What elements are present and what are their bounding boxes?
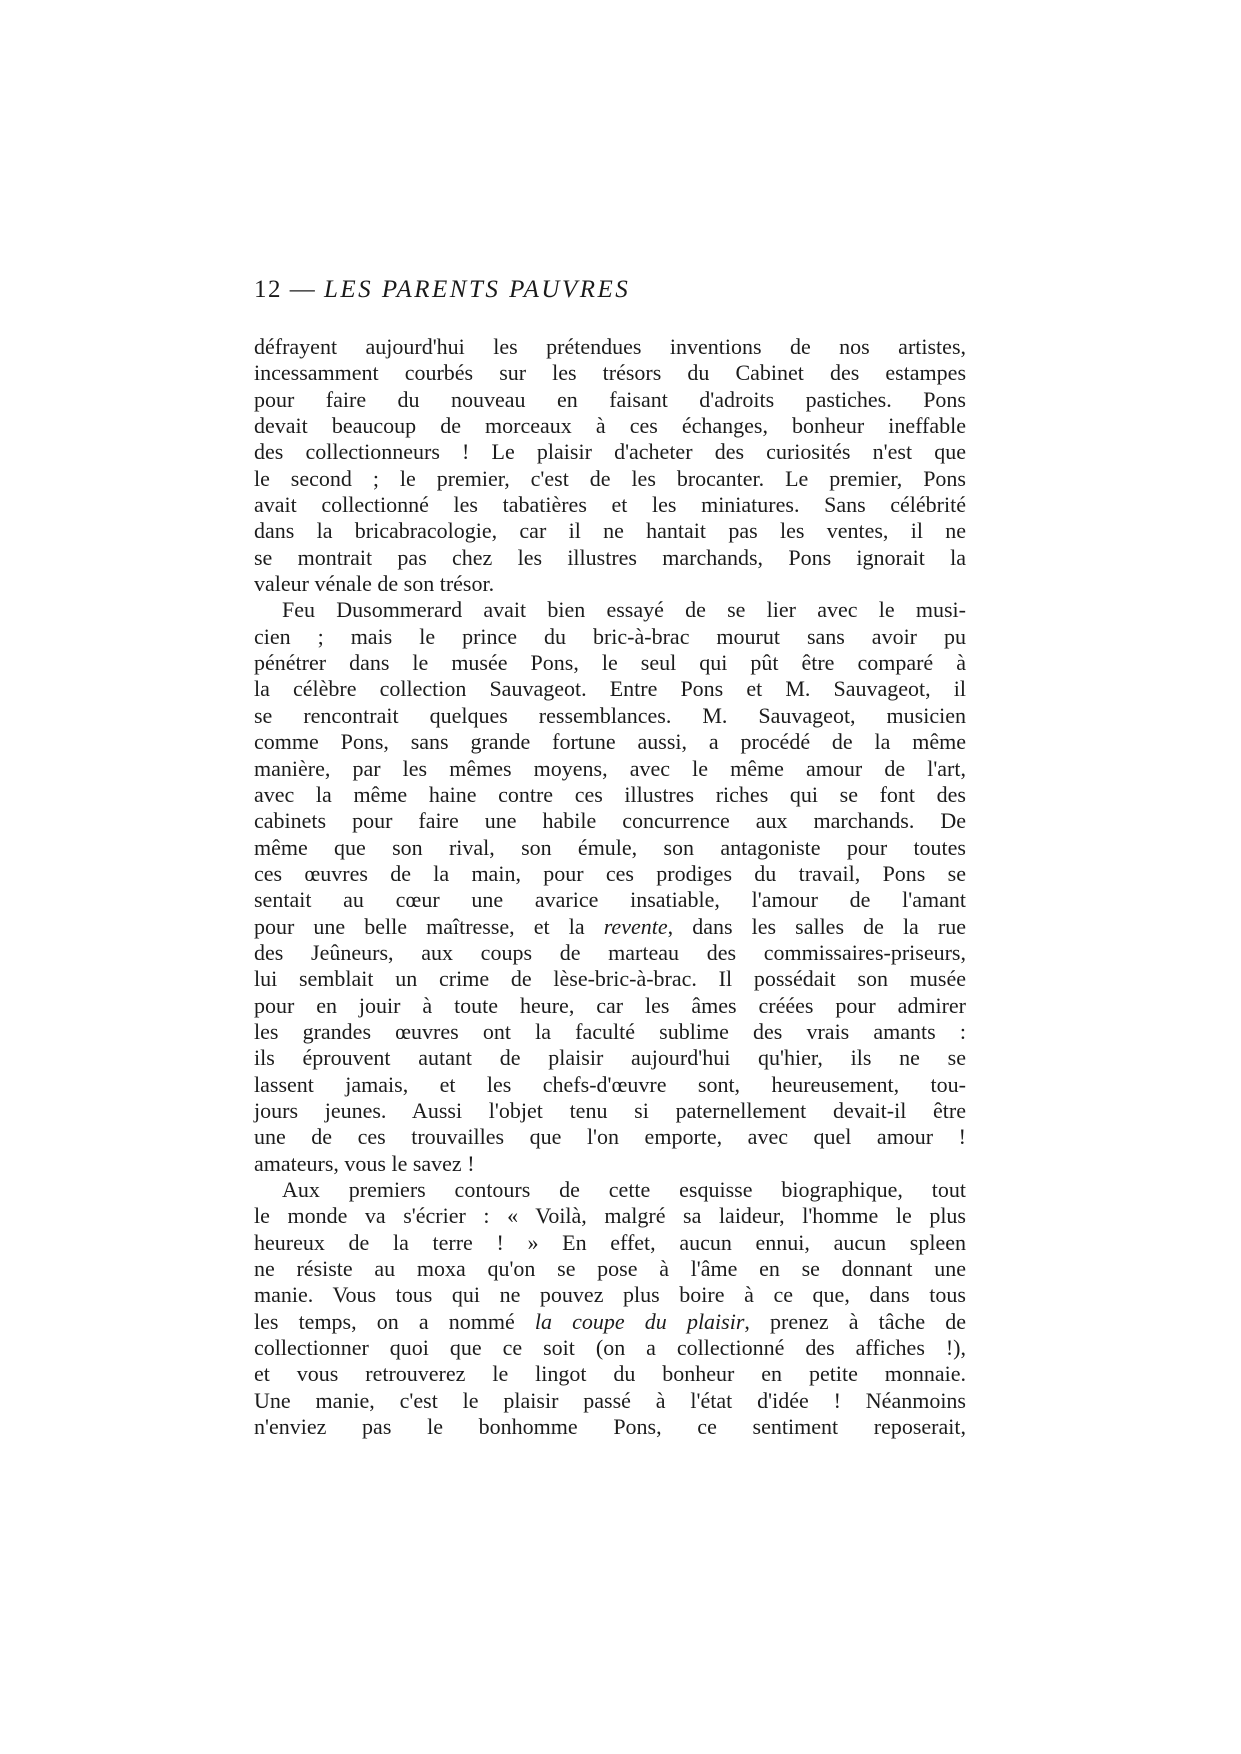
text-line: des Jeûneurs, aux coups de marteau des commissaires-priseurs, xyxy=(254,939,966,965)
running-header xyxy=(254,276,630,304)
emphasis: revente xyxy=(603,913,668,939)
text-line: pour faire du nouveau en faisant d'adroits pastiches. Pons xyxy=(254,386,966,412)
body-text xyxy=(254,334,966,1440)
text-line: Feu Dusommerard avait bien essayé de se lier avec le musi- xyxy=(282,597,966,623)
text-line: défrayent aujourd'hui les prétendues inventions de nos artistes, xyxy=(254,334,966,359)
text-line: même que son rival, son émule, son antagoniste pour toutes xyxy=(254,834,966,860)
paragraph xyxy=(254,334,966,597)
text-line: incessamment courbés sur les trésors du Cabinet des estampes xyxy=(254,360,966,386)
text-line: les grandes œuvres ont la faculté sublime des vrais amants : xyxy=(254,1018,966,1044)
text-line: une de ces trouvailles que l'on emporte, avec quel amour ! xyxy=(254,1124,966,1150)
text-line: dans la bricabracologie, car il ne hantait pas les ventes, il ne xyxy=(254,518,966,544)
text-line: ces œuvres de la main, pour ces prodiges du travail, Pons se xyxy=(254,860,966,886)
text-line: pour une belle maîtresse, et la revente, dans les salles de la rue xyxy=(254,913,966,939)
text-line: Une manie, c'est le plaisir passé à l'état d'idée ! Néanmoins xyxy=(254,1387,966,1413)
text-line: des collectionneurs ! Le plaisir d'acheter des curiosités n'est que xyxy=(254,439,966,465)
text-line: les temps, on a nommé la coupe du plaisir, prenez à tâche de xyxy=(254,1308,966,1334)
page-number: 12 xyxy=(254,276,282,303)
text-line: ils éprouvent autant de plaisir aujourd'hui qu'hier, ils ne se xyxy=(254,1045,966,1071)
text-line: collectionner quoi que ce soit (on a collectionné des affiches !), xyxy=(254,1335,966,1361)
paragraph xyxy=(254,597,966,1177)
header-separator: — xyxy=(289,276,317,303)
text-line: la célèbre collection Sauvageot. Entre Pons et M. Sauvageot, il xyxy=(254,676,966,702)
running-title: LES PARENTS PAUVRES xyxy=(324,276,631,303)
text-line: cabinets pour faire une habile concurrence aux marchands. De xyxy=(254,808,966,834)
text-line: manie. Vous tous qui ne pouvez plus boire à ce que, dans tous xyxy=(254,1282,966,1308)
text-line: se rencontrait quelques ressemblances. M. Sauvageot, musicien xyxy=(254,702,966,728)
text-line: devait beaucoup de morceaux à ces échanges, bonheur ineffable xyxy=(254,413,966,439)
text-line: lassent jamais, et les chefs-d'œuvre sont, heureusement, tou- xyxy=(254,1071,966,1097)
text-line: heureux de la terre ! » En effet, aucun ennui, aucun spleen xyxy=(254,1229,966,1255)
text-line: cien ; mais le prince du bric-à-brac mourut sans avoir pu xyxy=(254,623,966,649)
text-line: comme Pons, sans grande fortune aussi, a procédé de la même xyxy=(254,729,966,755)
text-line: jours jeunes. Aussi l'objet tenu si paternellement devait-il être xyxy=(254,1097,966,1123)
text-line: le second ; le premier, c'est de les brocanter. Le premier, Pons xyxy=(254,465,966,491)
text-line: Aux premiers contours de cette esquisse biographique, tout xyxy=(282,1177,966,1202)
text-line: manière, par les mêmes moyens, avec le même amour de l'art, xyxy=(254,755,966,781)
text-line: le monde va s'écrier : « Voilà, malgré sa laideur, l'homme le plus xyxy=(254,1203,966,1229)
text-line: pénétrer dans le musée Pons, le seul qui pût être comparé à xyxy=(254,650,966,676)
text-line: se montrait pas chez les illustres marchands, Pons ignorait la xyxy=(254,544,966,570)
text-line: valeur vénale de son trésor. xyxy=(254,571,495,597)
text-line: et vous retrouverez le lingot du bonheur en petite monnaie. xyxy=(254,1361,966,1387)
text-line: lui semblait un crime de lèse-bric-à-brac. Il possédait son musée xyxy=(254,966,966,992)
text-line: amateurs, vous le savez ! xyxy=(254,1150,475,1176)
paragraph xyxy=(254,1177,966,1440)
text-line: sentait au cœur une avarice insatiable, l'amour de l'amant xyxy=(254,887,966,913)
text-line: avec la même haine contre ces illustres riches qui se font des xyxy=(254,781,966,807)
text-line: ne résiste au moxa qu'on se pose à l'âme en se donnant une xyxy=(254,1256,966,1282)
text-line: n'enviez pas le bonhomme Pons, ce sentiment reposerait, xyxy=(254,1414,966,1440)
text-line: pour en jouir à toute heure, car les âmes créées pour admirer xyxy=(254,992,966,1018)
text-line: avait collectionné les tabatières et les miniatures. Sans célébrité xyxy=(254,492,966,518)
emphasis: la coupe du plaisir xyxy=(534,1308,745,1334)
